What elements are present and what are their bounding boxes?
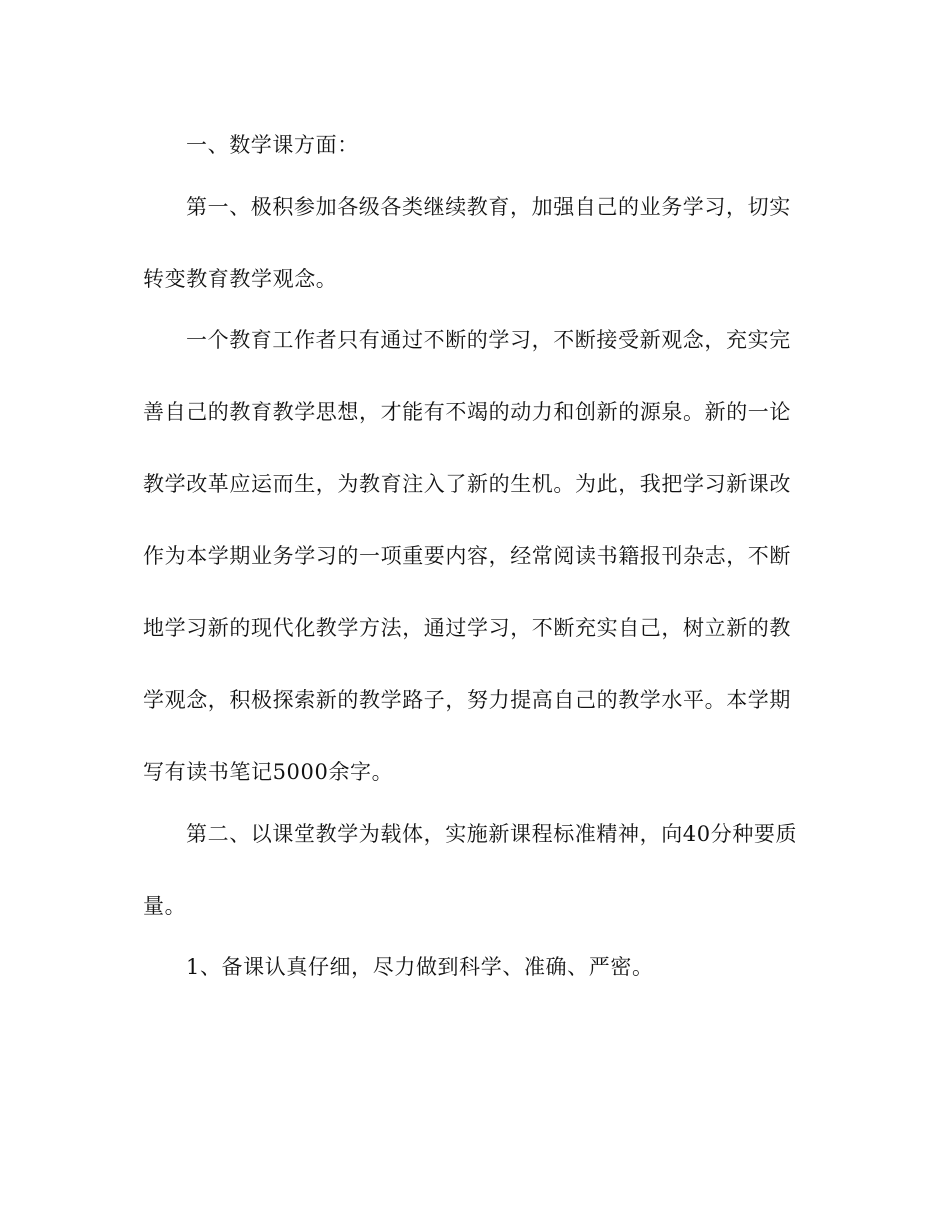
paragraph-line: 第一、极积参加各级各类继续教育，加强自己的业务学习，切实 [186, 195, 791, 219]
paragraph-line: 教学改革应运而生，为教育注入了新的生机。为此，我把学习新课改 [143, 472, 791, 496]
list-item-line: 1、备课认真仔细，尽力做到科学、准确、严密。 [186, 955, 654, 979]
paragraph-line: 写有读书笔记5000余字。 [143, 760, 394, 784]
paragraph-line: 学观念，积极探索新的教学路子，努力提高自己的教学水平。本学期 [143, 688, 791, 712]
paragraph-line: 量。 [143, 894, 187, 918]
paragraph-line: 转变教育教学观念。 [143, 267, 338, 291]
paragraph-line: 一个教育工作者只有通过不断的学习，不断接受新观念，充实完 [186, 328, 791, 352]
paragraph-line: 第二、以课堂教学为载体，实施新课程标准精神，向40分种要质 [186, 822, 798, 846]
paragraph-line: 作为本学期业务学习的一项重要内容，经常阅读书籍报刊杂志，不断 [143, 544, 791, 568]
paragraph-line: 善自己的教育教学思想，才能有不竭的动力和创新的源泉。新的一论 [143, 400, 791, 424]
section-heading: 一、数学课方面： [186, 133, 359, 157]
paragraph-line: 地学习新的现代化教学方法，通过学习，不断充实自己，树立新的教 [143, 616, 791, 640]
